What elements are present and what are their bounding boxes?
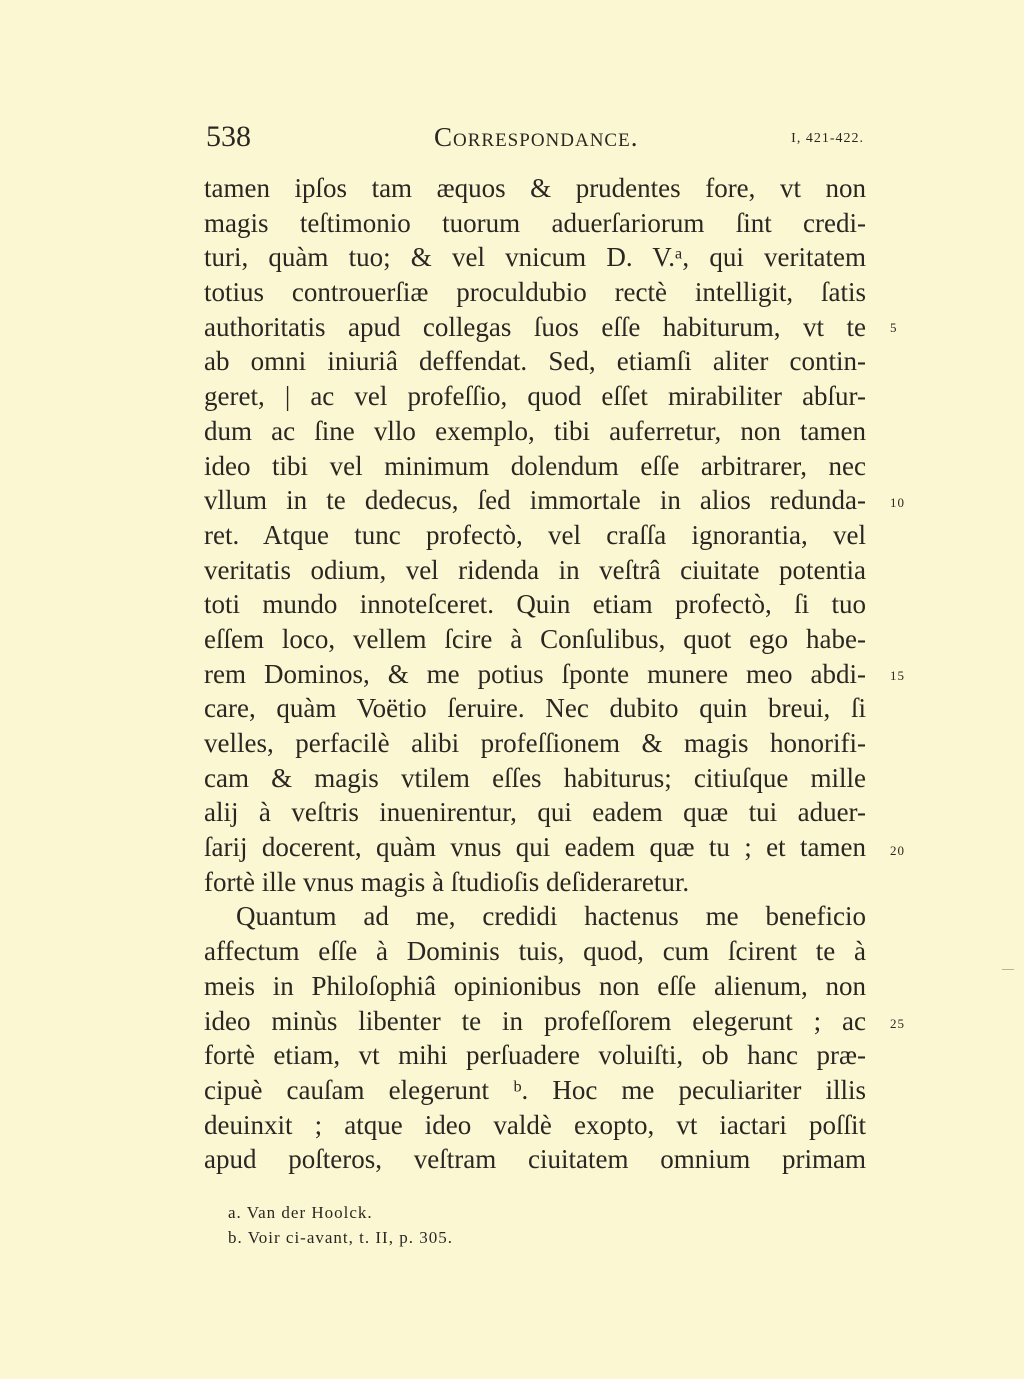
text-line: geret, | ac vel profeſſio, quod eſſet mirabiliter abſur- bbox=[204, 381, 866, 412]
running-title: Correspondance. bbox=[434, 122, 639, 152]
text-line: totius controuerſiæ proculdubio rectè intelligit, ſatis bbox=[204, 277, 866, 308]
text-line: turi, quàm tuo; & vel vnicum D. V.ᵃ, qui veritatem bbox=[204, 242, 866, 273]
page-header bbox=[204, 116, 866, 156]
text-line: ideo tibi vel minimum dolendum eſſe arbitrarer, nec bbox=[204, 450, 866, 481]
text-line: cam & magis vtilem eſſes habiturus; citiuſque mille bbox=[204, 762, 866, 793]
text-line: ab omni iniuriâ deffendat. Sed, etiamſi aliter contin- bbox=[204, 346, 866, 377]
text-line: affectum eſſe à Dominis tuis, quod, cum ſcirent te à bbox=[204, 936, 866, 967]
folio-reference: I, 421-422. bbox=[791, 131, 864, 146]
footnote-a: a. Van der Hoolck. bbox=[228, 1203, 373, 1222]
line-number: 25 bbox=[890, 1016, 905, 1031]
body-text bbox=[204, 171, 866, 1177]
text-line: apud poſteros, veſtram ciuitatem omnium primam bbox=[204, 1144, 866, 1175]
text-line: vllum in te dedecus, ſed immortale in alios redunda- bbox=[204, 485, 866, 516]
text-line: veritatis odium, vel ridenda in veſtrâ ciuitate potentia bbox=[204, 554, 866, 585]
text-line: magis teſtimonio tuorum aduerſariorum ſint credi- bbox=[204, 207, 866, 238]
page-number: 538 bbox=[206, 120, 251, 153]
text-line: authoritatis apud collegas ſuos eſſe habiturum, vt te bbox=[204, 311, 866, 342]
text-line: ſarij docerent, quàm vnus qui eadem quæ tu ; et tamen bbox=[204, 832, 866, 863]
text-line: fortè ille vnus magis à ſtudioſis deſideraretur. bbox=[204, 866, 690, 897]
line-number: 15 bbox=[890, 668, 905, 683]
text-line: care, quàm Voëtio ſeruire. Nec dubito quin breui, ſi bbox=[204, 693, 866, 724]
text-line: Quantum ad me, credidi hactenus me beneficio bbox=[236, 901, 866, 932]
text-line: eſſem loco, vellem ſcire à Conſulibus, quot ego habe- bbox=[204, 623, 866, 654]
text-line: deuinxit ; atque ideo valdè exopto, vt iactari poſſit bbox=[204, 1109, 866, 1140]
text-line: velles, perfacilè alibi profeſſionem & magis honorifi- bbox=[204, 728, 866, 758]
text-line: toti mundo innoteſceret. Quin etiam profectò, ſi tuo bbox=[204, 589, 866, 620]
text-line: ideo minùs libenter te in profeſſorem elegerunt ; ac bbox=[204, 1005, 866, 1036]
text-line: dum ac ſine vllo exemplo, tibi auferretur, non tamen bbox=[204, 415, 866, 446]
text-line: ret. Atque tunc profectò, vel craſſa ignorantia, vel bbox=[204, 519, 866, 550]
text-line: fortè etiam, vt mihi perſuadere voluiſti, ob hanc præ- bbox=[204, 1040, 866, 1071]
text-line: alij à veſtris inuenirentur, qui eadem quæ tui aduer- bbox=[204, 797, 866, 828]
line-number: 5 bbox=[890, 320, 898, 335]
line-number: 10 bbox=[890, 495, 905, 510]
text-line: meis in Philoſophiâ opinionibus non eſſe alienum, non bbox=[204, 970, 866, 1001]
footnote-b: b. Voir ci-avant, t. II, p. 305. bbox=[228, 1228, 453, 1247]
text-line: rem Dominos, & me potius ſponte munere meo abdi- bbox=[204, 658, 866, 689]
text-line: tamen ipſos tam æquos & prudentes fore, vt non bbox=[204, 173, 866, 203]
line-number: 20 bbox=[890, 843, 905, 858]
margin-mark bbox=[1002, 969, 1014, 970]
footnotes bbox=[228, 1200, 828, 1250]
text-line: cipuè cauſam elegerunt ᵇ. Hoc me peculiariter illis bbox=[204, 1074, 866, 1105]
